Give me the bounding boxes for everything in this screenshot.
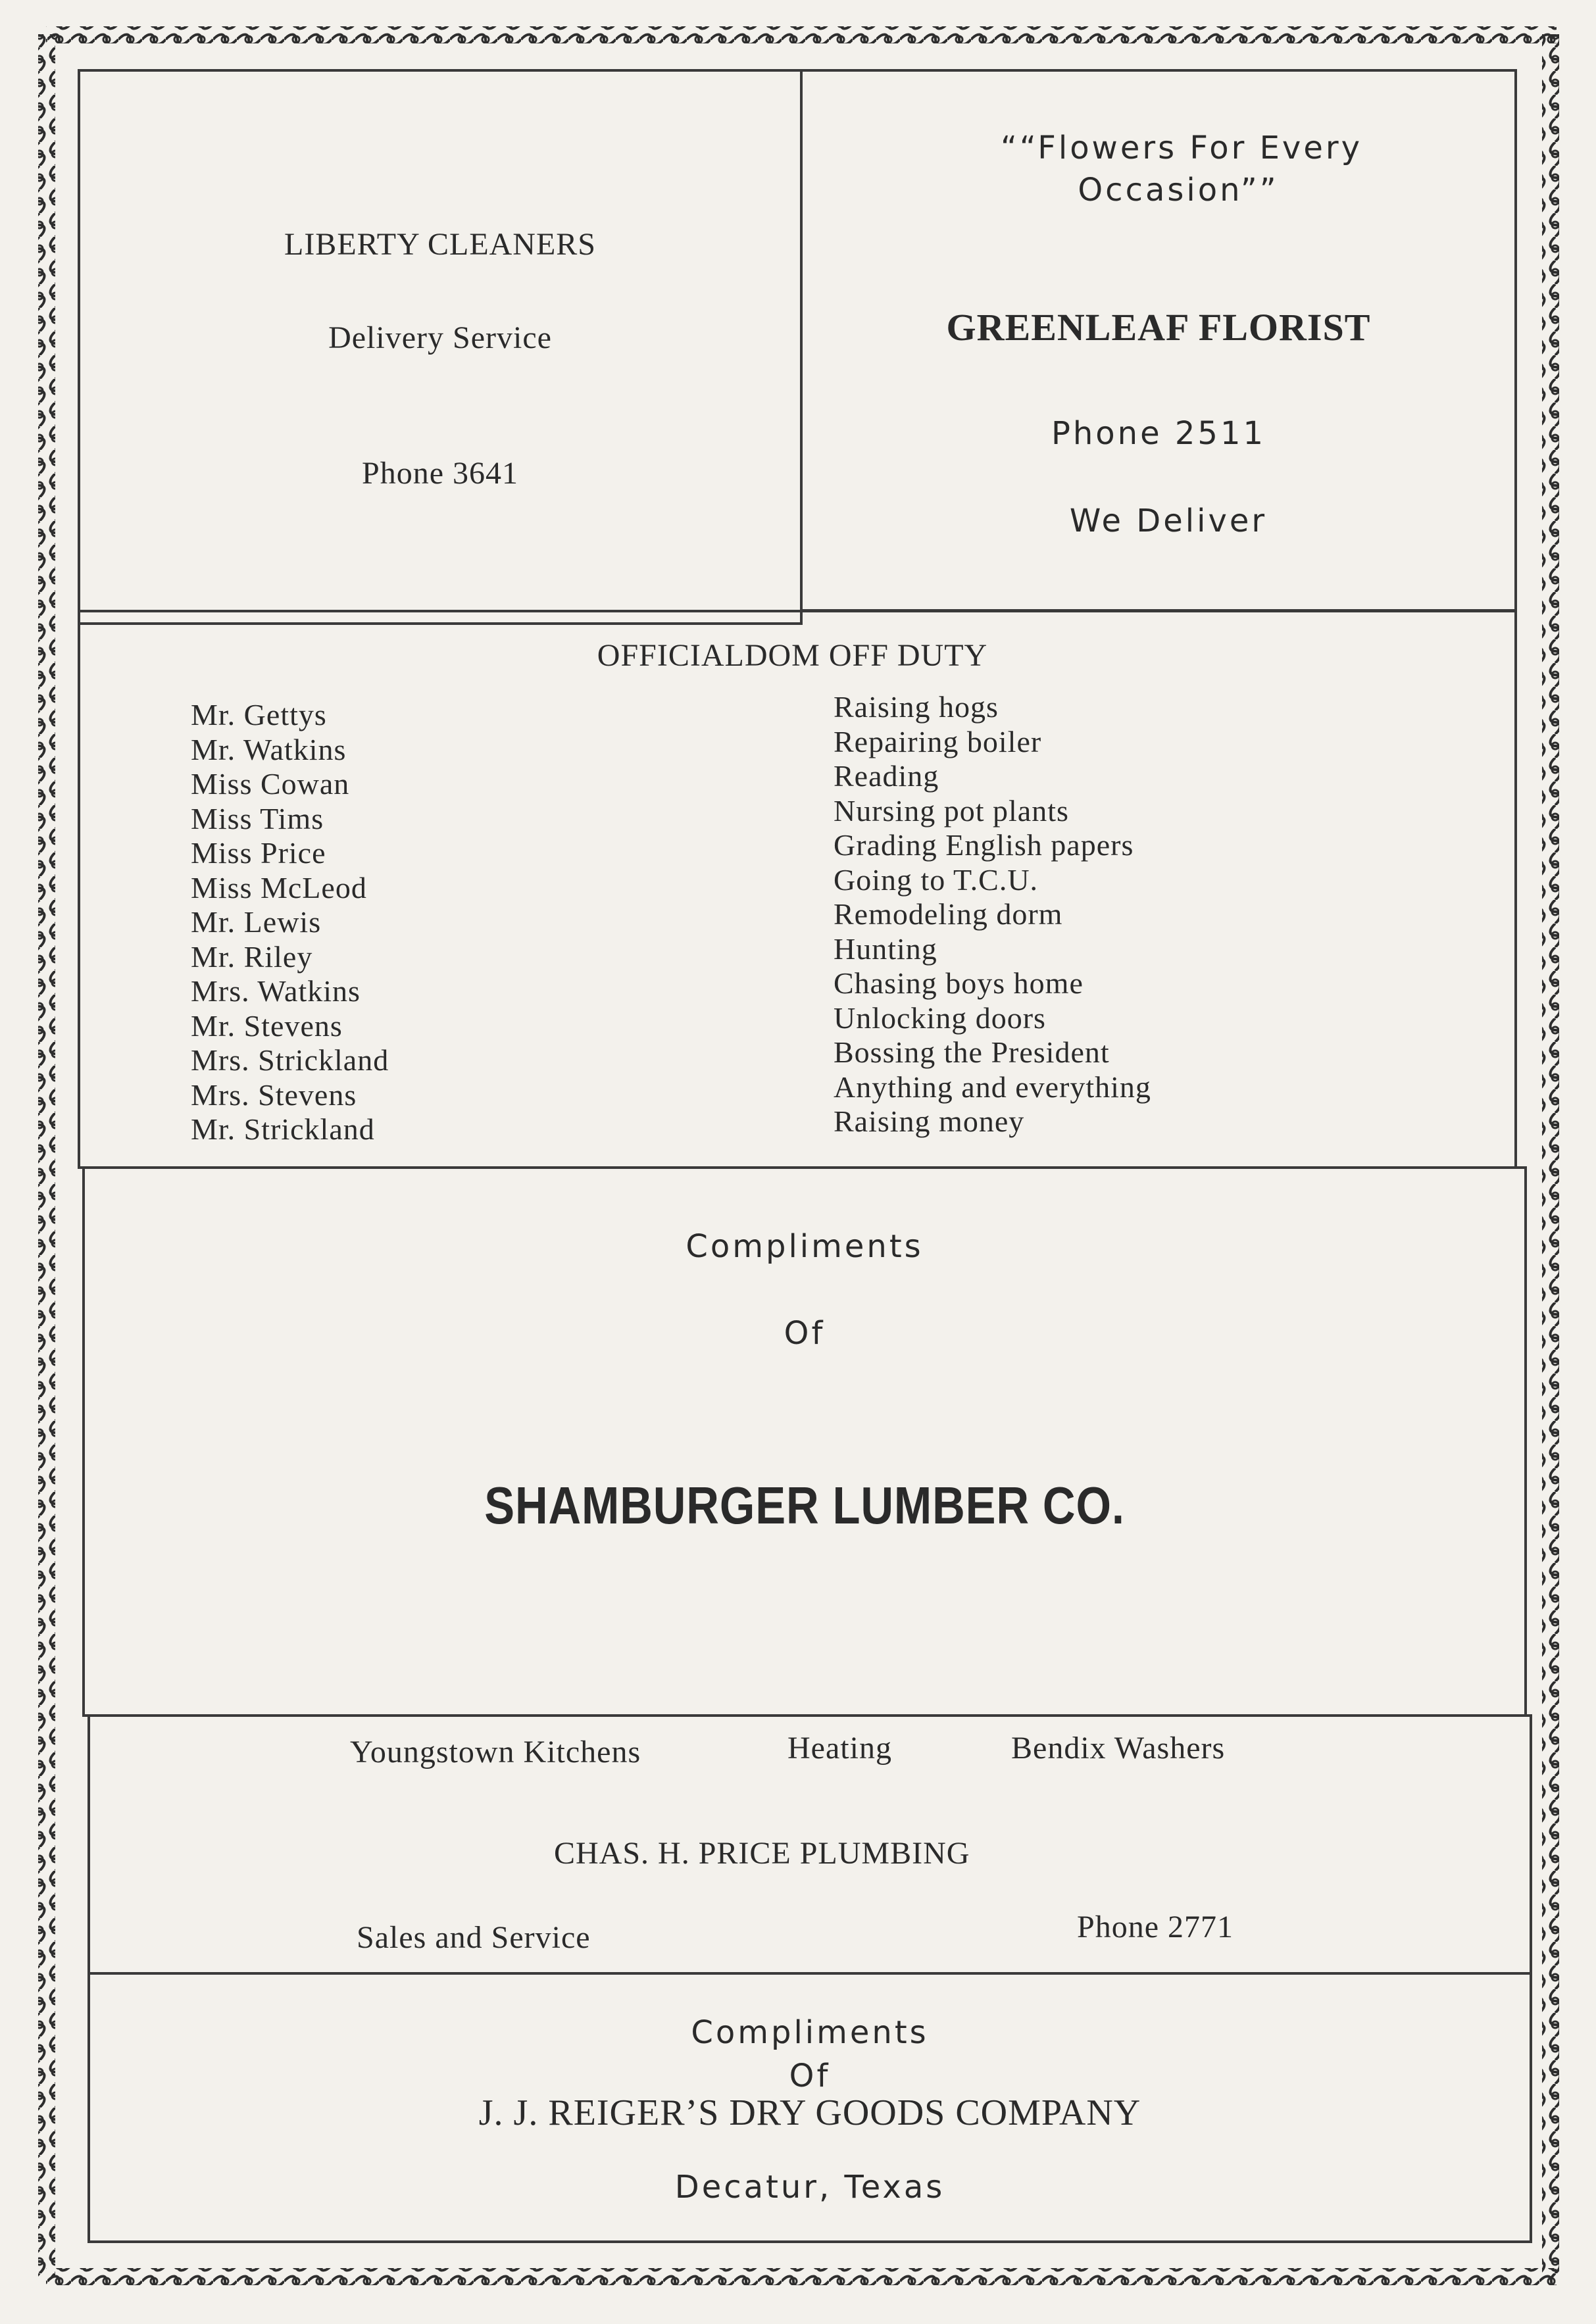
price-product-kitchens: Youngstown Kitchens xyxy=(350,1735,641,1769)
shamburger-name: SHAMBURGER LUMBER CO. xyxy=(484,1476,1125,1535)
shamburger-compliments: Compliments xyxy=(686,1228,924,1265)
list-item: Raising money xyxy=(834,1104,1025,1138)
list-item: Repairing boiler xyxy=(834,724,1042,758)
list-item: Mr. Riley xyxy=(191,939,313,974)
reiger-of: Of xyxy=(789,2058,831,2094)
list-item: Mrs. Strickland xyxy=(191,1043,389,1077)
list-item: Mrs. Stevens xyxy=(191,1077,357,1112)
list-item: Anything and everything xyxy=(834,1070,1151,1104)
list-item: Miss Tims xyxy=(191,801,324,835)
greenleaf-slogan-line1: ““Flowers For Every xyxy=(1000,130,1363,166)
greenleaf-phone: Phone 2511 xyxy=(1051,415,1266,452)
price-plumbing-ad xyxy=(87,1714,1532,1975)
reiger-location: Decatur, Texas xyxy=(674,2169,945,2206)
list-item: Miss Cowan xyxy=(191,767,350,801)
price-service: Sales and Service xyxy=(357,1920,591,1955)
list-item: Mr. Stevens xyxy=(191,1008,343,1043)
greenleaf-slogan-line2: Occasion”” xyxy=(1078,172,1279,209)
officialdom-title: OFFICIALDOM OFF DUTY xyxy=(597,638,988,673)
list-item: Nursing pot plants xyxy=(834,793,1069,828)
list-item: Mr. Lewis xyxy=(191,905,322,939)
list-item: Mr. Watkins xyxy=(191,732,347,766)
list-item: Unlocking doors xyxy=(834,1001,1046,1035)
officialdom-names-list xyxy=(191,698,389,1147)
reiger-compliments: Compliments xyxy=(691,2014,929,2051)
officialdom-section xyxy=(78,610,1517,1169)
list-item: Reading xyxy=(834,759,939,793)
list-item: Mrs. Watkins xyxy=(191,974,361,1008)
officialdom-activities-list xyxy=(834,690,1151,1139)
shamburger-lumber-ad xyxy=(82,1166,1527,1717)
list-item: Hunting xyxy=(834,931,937,966)
list-item: Miss McLeod xyxy=(191,870,367,904)
liberty-phone: Phone 3641 xyxy=(362,456,518,491)
liberty-name: LIBERTY CLEANERS xyxy=(284,227,596,262)
list-item: Grading English papers xyxy=(834,828,1134,862)
greenleaf-florist-ad xyxy=(800,69,1517,612)
list-item: Chasing boys home xyxy=(834,966,1084,1000)
list-item: Raising hogs xyxy=(834,690,999,724)
reiger-name: J. J. REIGER’S DRY GOODS COMPANY xyxy=(478,2092,1141,2133)
list-item: Mr. Gettys xyxy=(191,698,327,731)
price-product-washers: Bendix Washers xyxy=(1011,1731,1226,1766)
shamburger-of: Of xyxy=(784,1315,826,1352)
price-name: CHAS. H. PRICE PLUMBING xyxy=(554,1836,970,1871)
list-item: Bossing the President xyxy=(834,1035,1110,1069)
greenleaf-name: GREENLEAF FLORIST xyxy=(946,306,1371,349)
list-item: Mr. Strickland xyxy=(191,1112,375,1146)
liberty-service: Delivery Service xyxy=(328,320,552,355)
reiger-dry-goods-ad xyxy=(87,1972,1532,2243)
list-item: Miss Price xyxy=(191,836,326,870)
price-product-heating: Heating xyxy=(787,1731,892,1766)
liberty-cleaners-ad xyxy=(78,69,803,625)
price-phone: Phone 2771 xyxy=(1077,1910,1234,1944)
list-item: Remodeling dorm xyxy=(834,897,1063,931)
list-item: Going to T.C.U. xyxy=(834,862,1039,897)
greenleaf-delivery: We Deliver xyxy=(1069,503,1268,539)
